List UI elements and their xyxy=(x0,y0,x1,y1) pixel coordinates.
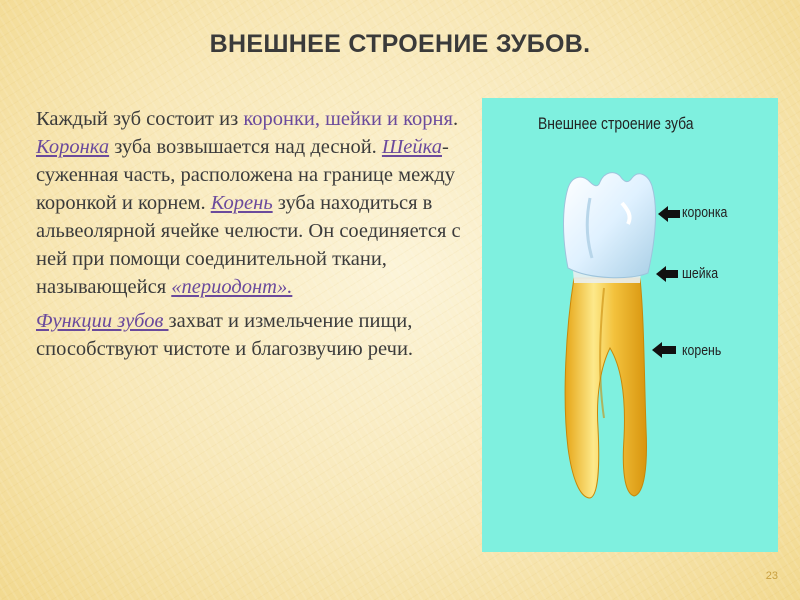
text-segment: . xyxy=(452,108,459,130)
term-root: Корень xyxy=(210,192,273,214)
page-number: 23 xyxy=(765,570,778,582)
term-crown: Коронка xyxy=(36,136,110,158)
arrow-crown-icon xyxy=(658,206,680,222)
term-periodontium: «периодонт». xyxy=(171,276,293,298)
tooth-crown xyxy=(564,173,656,278)
paragraph-functions xyxy=(36,307,481,363)
text-segment: Каждый зуб состоит из xyxy=(36,108,244,130)
tooth-root xyxy=(565,278,646,498)
figure-title: Внешнее строение зуба xyxy=(538,114,694,133)
label-neck: шейка xyxy=(682,265,719,282)
arrow-root-icon xyxy=(652,342,676,358)
term-neck: Шейка xyxy=(381,136,442,158)
text-segment: - суженная часть, расположена на границе между коронкой и корнем. xyxy=(36,136,456,214)
paragraph-structure xyxy=(36,105,481,301)
arrow-neck-icon xyxy=(656,266,678,282)
tooth-figure xyxy=(482,98,778,552)
slide-title: ВНЕШНЕЕ СТРОЕНИЕ ЗУБОВ. xyxy=(209,30,591,58)
term-parts: коронки, шейки и корня xyxy=(243,108,453,130)
text-segment: зуба находиться в альвеолярной ячейке челюсти. Он соединяется с ней при помощи соединительной ткани, называющейся xyxy=(36,192,461,298)
label-root: корень xyxy=(682,342,722,359)
text-segment: зуба возвышается над десной. xyxy=(109,136,382,158)
text-segment: захват и измельчение пищи, способствуют чистоте и благозвучию речи. xyxy=(36,310,414,360)
body-text xyxy=(36,105,481,363)
label-crown: коронка xyxy=(682,204,728,221)
tooth-illustration xyxy=(482,98,778,552)
term-functions: Функции зубов xyxy=(36,310,169,332)
